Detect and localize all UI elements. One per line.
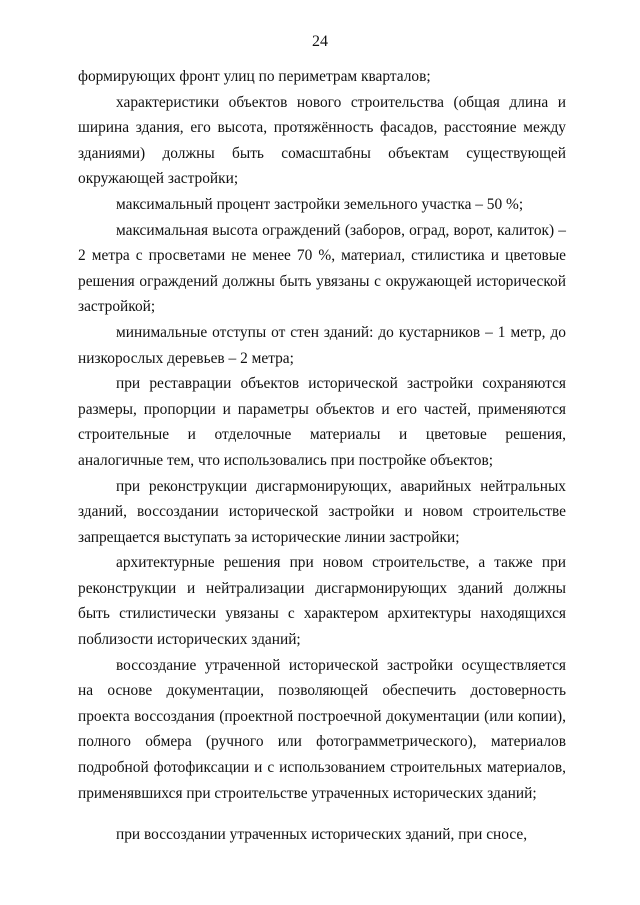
paragraph: максимальный процент застройки земельного участка – 50 %; (116, 195, 524, 213)
paragraph: при реконструкции дисгармонирующих, аварийных нейтральных зданий, воссоздании исторической застройки и новом строительстве запрещается выступать за исторические линии застройки; (78, 477, 566, 546)
page-number: 24 (312, 33, 328, 50)
paragraph: архитектурные решения при новом строительстве, а также при реконструкции и нейтрализации дисгармонирующих зданий должны быть стилистически увязаны с характером архитектуры находящихся поблизости исторических зданий; (78, 554, 566, 649)
body-text (78, 64, 566, 848)
paragraph: минимальные отступы от стен зданий: до кустарников – 1 метр, до низкорослых деревьев – 2 метра; (78, 323, 566, 367)
paragraph: воссоздание утраченной исторической застройки осуществляется на основе документации, позволяющей обеспечить достоверность проекта воссоздания (проектной построечной документации (или копии), полного обмера (ручного или фотограмметрического), материалов подробной фотофиксации и с использованием строительных материалов, применявшихся при строительстве утраченных исторических зданий; (78, 656, 566, 802)
paragraph: при воссоздании утраченных исторических зданий, при сносе, (116, 826, 528, 844)
paragraph: при реставрации объектов исторической застройки сохраняются размеры, пропорции и параметры объектов и его частей, применяются строительные и отделочные материалы и цветовые решения, аналогичные тем, что использовались при постройке объектов; (78, 375, 566, 469)
paragraph: характеристики объектов нового строительства (общая длина и ширина здания, его высота, протяжённость фасадов, расстояние между зданиями) должны быть сомасштабны объектам существующей окружающей застройки; (78, 93, 566, 188)
paragraph: формирующих фронт улиц по периметрам кварталов; (78, 68, 431, 85)
paragraph: максимальная высота ограждений (заборов, оград, ворот, калиток) – 2 метра с просветами не менее 70 %, материал, стилистика и цветовые решения ограждений должны быть увязаны с окружающей исторической застройкой; (78, 221, 566, 316)
